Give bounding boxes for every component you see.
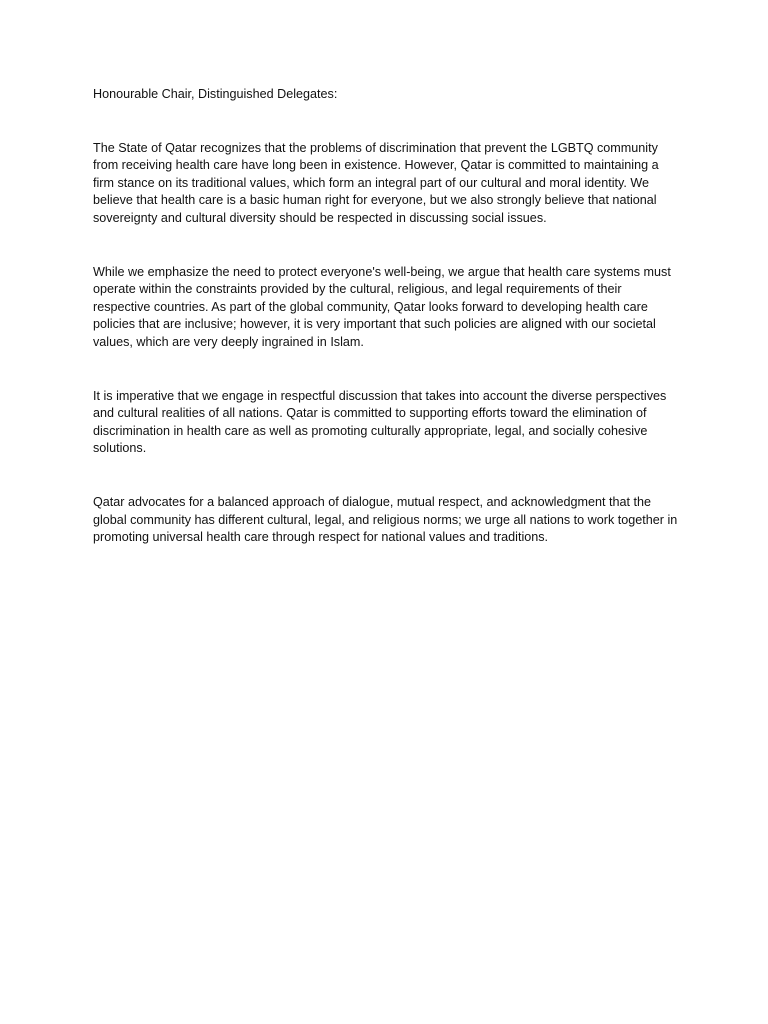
paragraph-3: It is imperative that we engage in respectful discussion that takes into account the diverse perspectives and cultural realities of all nations. Qatar is committed to supporting efforts toward the elimination of discrimination in health care as well as promoting culturally appropriate, legal, and socially cohesive solutions. xyxy=(93,388,667,456)
salutation: Honourable Chair, Distinguished Delegates: xyxy=(93,87,338,101)
paragraph-1: The State of Qatar recognizes that the problems of discrimination that prevent the LGBTQ community from receiving health care have long been in existence. However, Qatar is committed to maintaining a firm stance on its traditional values, which form an integral part of our cultural and moral identity. We believe that health care is a basic human right for everyone, but we also strongly believe that national sovereignty and cultural diversity should be respected in discussing social issues. xyxy=(93,140,659,225)
document-body xyxy=(93,86,679,547)
paragraph-4: Qatar advocates for a balanced approach of dialogue, mutual respect, and acknowledgment that the global community has different cultural, legal, and religious norms; we urge all nations to work together in promoting universal health care through respect for national values and traditions. xyxy=(93,494,678,545)
paragraph-2: While we emphasize the need to protect everyone's well-being, we argue that health care systems must operate within the constraints provided by the cultural, religious, and legal requirements of their respective countries. As part of the global community, Qatar looks forward to developing health care policies that are inclusive; however, it is very important that such policies are aligned with our societal values, which are very deeply ingrained in Islam. xyxy=(93,264,671,349)
